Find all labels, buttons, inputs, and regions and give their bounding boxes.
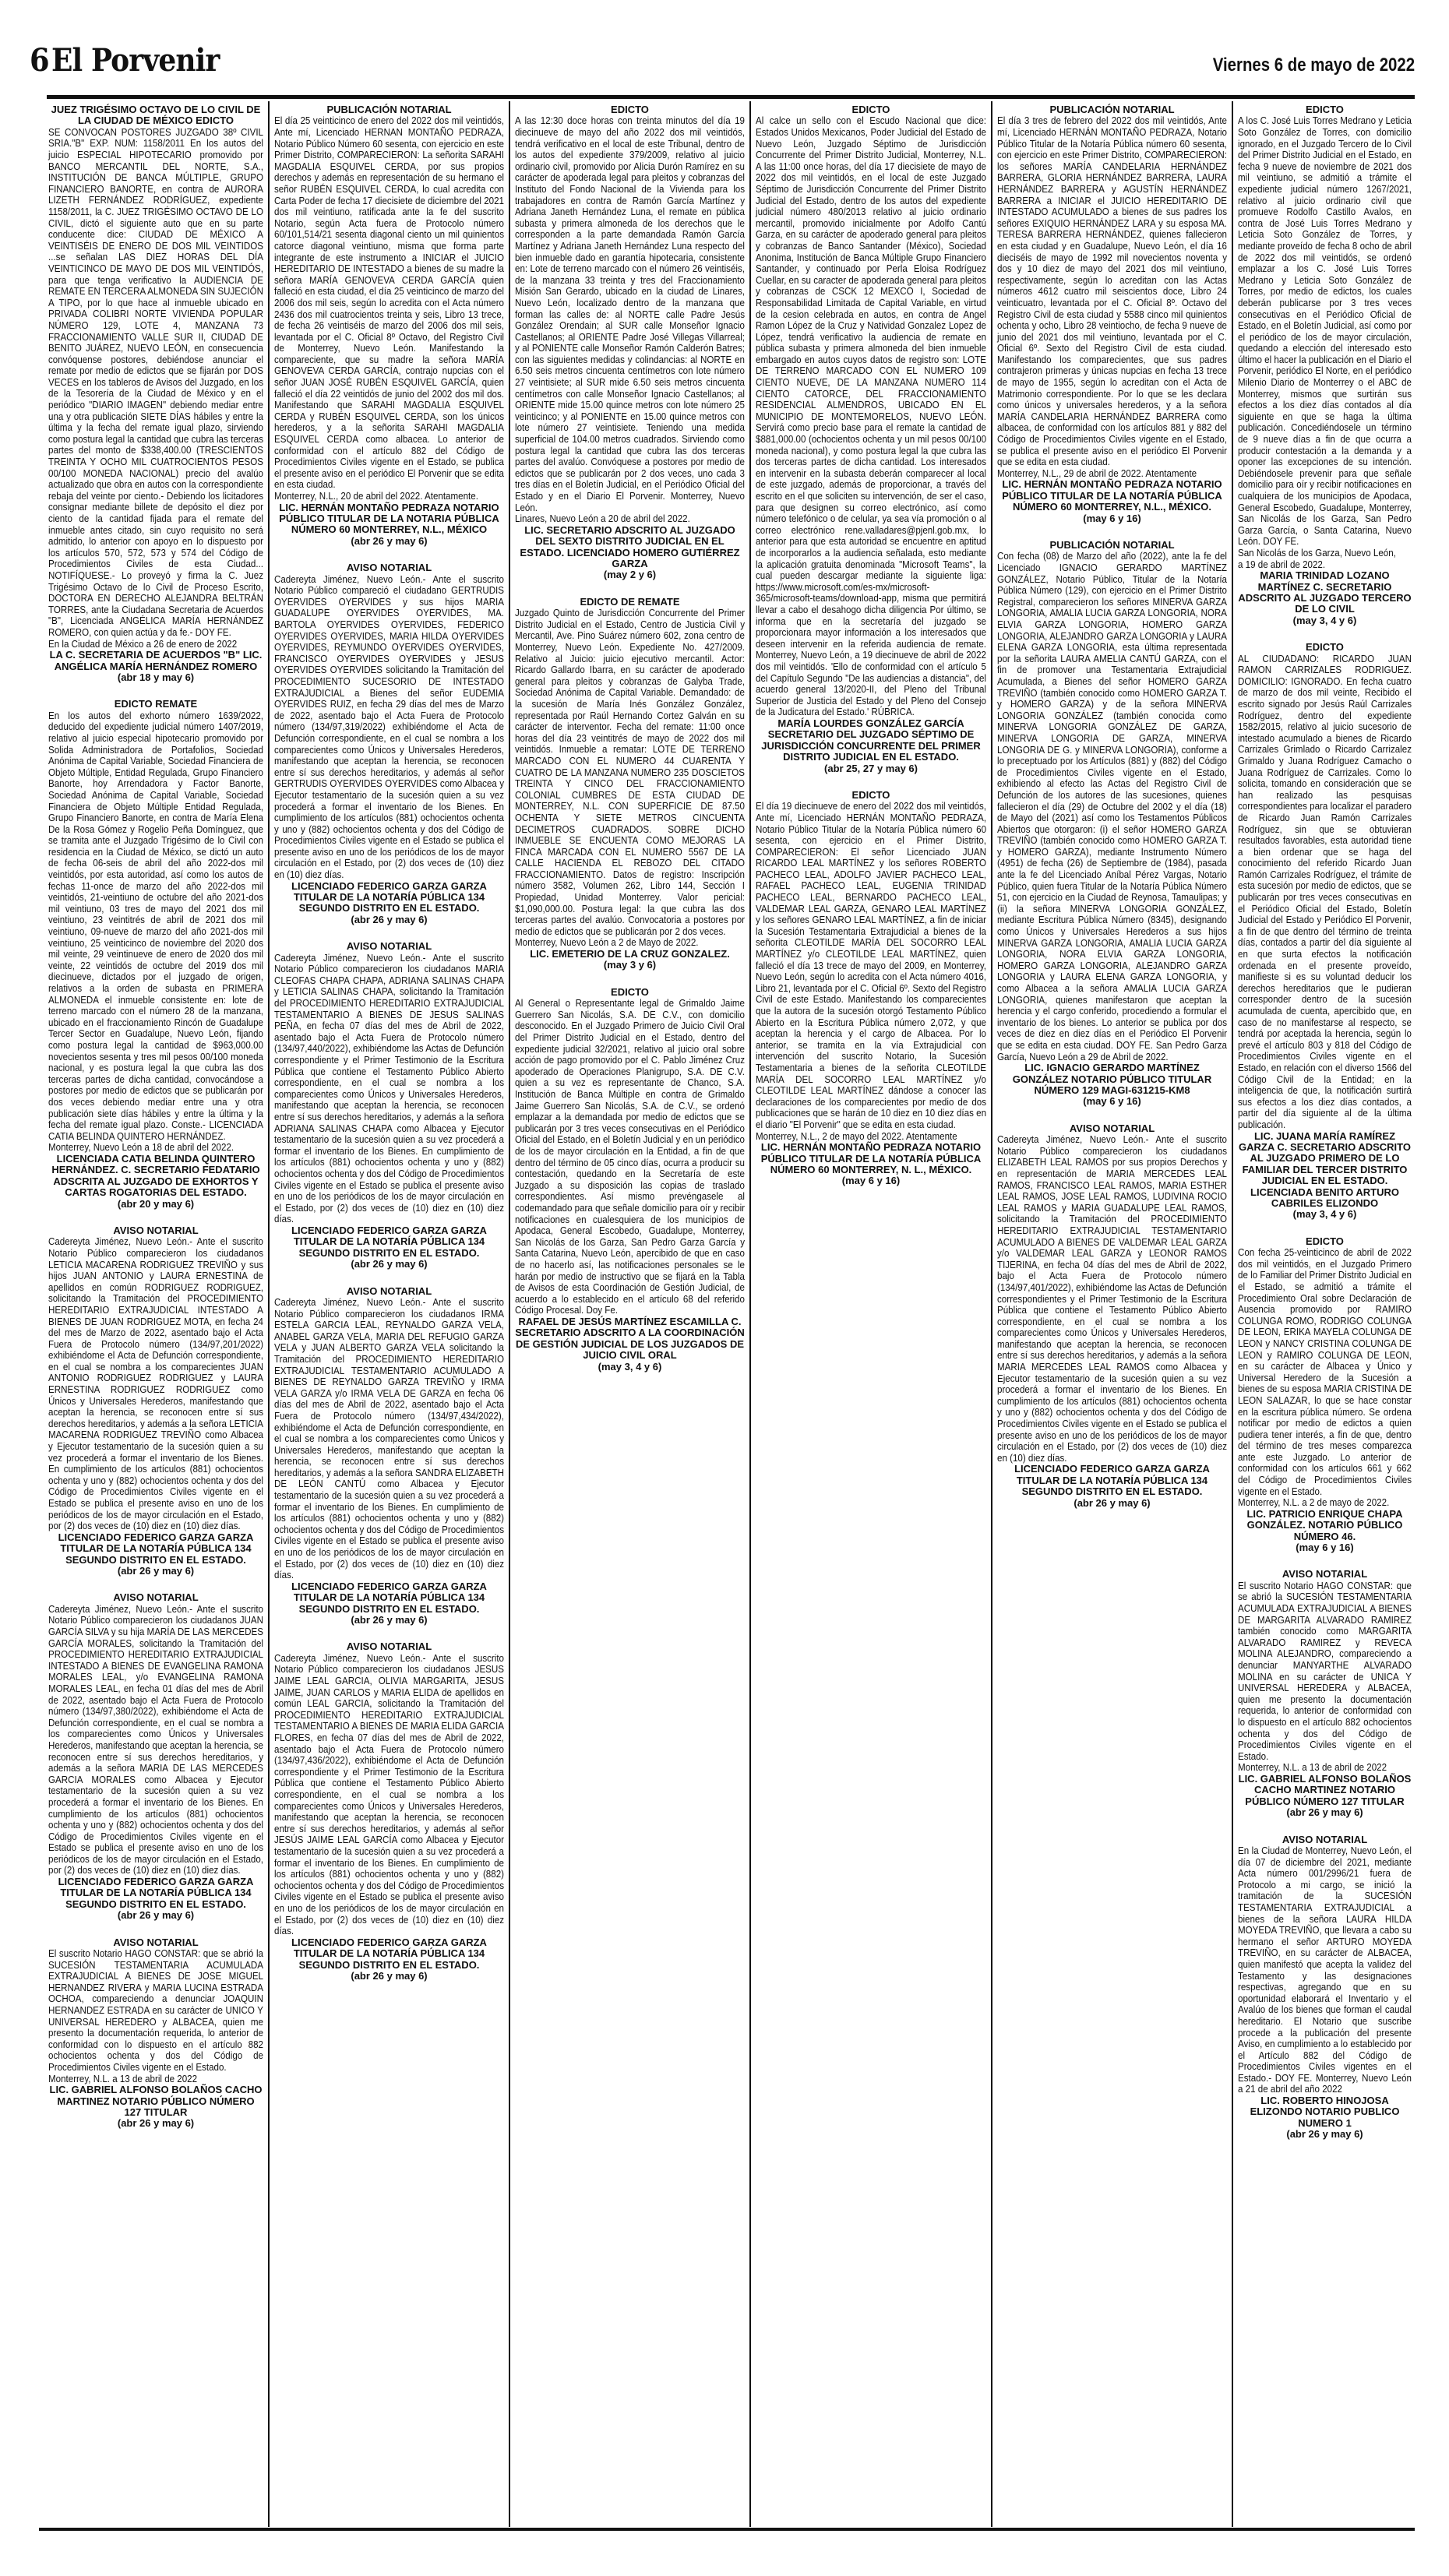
notice-publication-dates: (may 3, 4 y 6) (1292, 614, 1357, 626)
notice-title: AVISO NOTARIAL (1282, 1833, 1368, 1845)
notice-signature: LICENCIADO FEDERICO GARZA GARZA TITULAR DE LA NOTARÍA PÚBLICA 134 SEGUNDO DISTRITO EN EL ESTADO. (291, 1224, 487, 1259)
legal-notice (515, 987, 745, 1373)
legal-notice (515, 104, 745, 581)
notice-title: AVISO NOTARIAL (113, 1936, 199, 1948)
legal-notice (515, 597, 745, 971)
notice-title: EDICTO (1306, 641, 1344, 654)
notice-publication-dates: (abr 26 y may 6) (1074, 1496, 1151, 1509)
legal-notice (756, 790, 986, 1187)
legal-notice (274, 1641, 504, 1982)
notice-title: EDICTO (1306, 104, 1344, 115)
legal-notice (48, 1937, 263, 2130)
notice-place-date: Monterrey, Nuevo León a 18 de abril del 2022. (48, 1142, 234, 1154)
notices-columns (44, 101, 1416, 2527)
notice-publication-dates: (abr 20 y may 6) (117, 1197, 195, 1210)
notice-signature: LICENCIADO FEDERICO GARZA GARZA TITULAR DE LA NOTARÍA PÚBLICA 134 SEGUNDO DISTRITO EN EL ESTADO. (58, 1876, 254, 1910)
notice-title: AVISO NOTARIAL (346, 562, 432, 574)
notice-title: EDICTO DE REMATE (580, 595, 680, 608)
notice-signature: LIC. GABRIEL ALFONSO BOLAÑOS CACHO MARTINEZ NOTARIO PÚBLICO NÚMERO 127 TITULAR (1238, 1772, 1412, 1807)
legal-notice (1238, 104, 1412, 626)
notice-signature: LICENCIADO FEDERICO GARZA GARZA TITULAR DE LA NOTARÍA PÚBLICA 134 SEGUNDO DISTRITO EN EL ESTADO. (58, 1531, 254, 1566)
notice-body: El suscrito Notario HAGO CONSTAR: que se abrió la SUCESIÓN TESTAMENTARIA ACUMULADA EXTRAJUDICIAL A BIENES DE MARGARITA ALVARADO RAMIREZ también conocido como MARGARITA ALVARADO RAMIREZ y REVECA MOLINA ALEJANDRO, compareciendo a denunciar MANYARTHE ALVARADO MOLINA en su carácter de UNICA Y UNIVERSAL HEREDERA y ALBACEA, quien me presento la documentación requerida, lo anterior de conformidad con lo dispuesto en el artículo 882 ochocientos ochenta y dos del Código de Procedimientos Civiles vigente en el Estado. (1238, 1580, 1412, 1762)
page-header (30, 42, 1415, 79)
notice-body: Con fecha 25-veinticinco de abril de 2022 dos mil veintidós, en el Juzgado Primero de lo Familiar del Primer Distrito Judicial en el Estado, se admitió a trámite el Procedimiento Oral sobre Declaración de Ausencia promovido por RAMIRO COLUNGA ROMO, RODRIGO COLUNGA DE LEON, ERIKA MAYELA COLUNGA DE LEON y NANCY CRISTINA COLUNGA DE LEON y RAMIRO COLUNGA DE LEON, en su carácter de Albacea y Único y Universal Heredero de la Sucesión a bienes de su esposa MARIA CRISTINA DE LEON SALAZAR, lo que se hace constar en la escritura pública número. Se ordena notificar por medio de edictos a quien pudiera tener interés, a fin de que, dentro del término de tres meses comparezca ante este Juzgado. Lo anterior de conformidad con los artículos 661 y 662 del Código de Procedimientos Civiles vigente en el Estado. (1238, 1247, 1412, 1497)
legal-notice (1238, 1834, 1412, 2141)
notice-body: Cadereyta Jiménez, Nuevo León.- Ante el suscrito Notario Público comparecieron los ciudadanos JESUS JAIME LEAL GARCIA, OLIVIA MARGARITA, JESUS JAIME, JUAN CARLOS y MARIA ELIDA de apellidos en común LEAL GARCIA, solicitando la Tramitación del PROCEDIMIENTO HEREDITARIO EXTRAJUDICIAL TESTAMENTARIO A BIENES DE MARIA ELIDA GARCIA FLORES, en fecha 07 días del mes de Abril de 2022, asentado bajo el Acta Fuera de Protocolo número (134/97,436/2022), exhibiéndome el Acta de Defunción correspondiente y el Primer Testimonio de la Escritura Pública que contiene el Testamento Público Abierto correspondiente, en el cual se nombra a los comparecientes como Únicos y Universales Herederos, manifestando que aceptan la herencia, se reconocen entre sí sus derechos hereditarios, y además al señor JESÚS JAIME LEAL GARCÍA como Albacea y Ejecutor testamentario de la sucesión quien a su vez procederá a formar el inventario de los Bienes. En cumplimiento de los artículos (881) ochocientos ochenta y uno y (882) ochocientos ochenta y dos del Código de Procedimientos Civiles vigente en el Estado se publica el presente aviso en uno de los periódicos de los de mayor circulación en el Estado, por (2) dos veces de (10) diez en (10) diez días. (274, 1652, 505, 1937)
notice-body: El suscrito Notario HAGO CONSTAR: que se abrió la SUCESIÓN TESTAMENTARIA ACUMULADA EXTRAJUDICIAL A BIENES DE JOSE MIGUEL HERNANDEZ RIVERA y MARIA LUCINA ESTRADA OCHOA, compareciendo a denunciar JOAQUIN HERNANDEZ ESTRADA en su carácter de UNICO Y UNIVERSAL HEREDERO y ALBACEA, quien me presento la documentación requerida, lo anterior de conformidad con lo dispuesto en el artículo 882 ochocientos ochenta y dos del Código de Procedimientos Civiles vigente en el Estado. (48, 1948, 263, 2074)
notice-signature: LIC. SECRETARIO ADSCRITO AL JUZGADO DEL SEXTO DISTRITO JUDICIAL EN EL ESTADO. LICENCIADO HOMERO GUTIÉRREZ GARZA (520, 523, 740, 569)
notice-title: EDICTO (851, 104, 890, 115)
notice-signature: LICENCIADO FEDERICO GARZA GARZA TITULAR DE LA NOTARÍA PÚBLICA 134 SEGUNDO DISTRITO EN EL ESTADO. (291, 1936, 487, 1971)
page-number: 6 (30, 42, 49, 79)
notice-signature: RAFAEL DE JESÚS MARTÍNEZ ESCAMILLA C. SECRETARIO ADSCRITO A LA COORDINACIÓN DE GESTIÓN JUDICIAL DE LOS JUZGADOS DE JUICIO CIVIL ORAL (515, 1315, 745, 1362)
column-1 (44, 101, 270, 2527)
notice-body: Juzgado Quinto de Jurisdicción Concurrente del Primer Distrito Judicial en el Estado, Centro de Justicia Civil y Mercantil, Ave. Pino Suárez número 602, zona centro de Monterrey, Nuevo León. Expediente No. 427/2009. Relativo al Juicio: juicio ejecutivo mercantil. Actor: Ricardo Gallardo Ibarra, en su carácter de apoderado general para pleitos y cobranzas de Galyba Trade, Sociedad Anónima de Capital Variable. Demandado: de la sucesión de María Inés González González, representada por Raúl Hernando Cortez Galván en su carácter de interventor. Fecha del remate: 11:00 once horas del día 23 veintitrés de mayo de 2022 dos mil veintidós. Inmueble a rematar: LOTE DE TERRENO MARCADO CON EL NUMERO 44 CUARENTA Y CUATRO DE LA MANZANA NUMERO 235 DOSCIETOS TREINTA Y CINCO DEL FRACCIONAMIENTO COLONIAL CUMBRES DE ESTA CIUDAD DE MONTERREY, N.L. CON SUPERFICIE DE 87.50 OCHENTA Y SIETE METROS CINCUENTA DECIMETROS CUADRADOS. SOBRE DICHO INMUEBLE SE ENCUENTA COMO MEJORAS LA FINCA MARCADA CON EL NUMERO 5567 DE LA CALLE HACIENDA EL REBOZO DEL CITADO FRACCIONAMIENTO. Datos de registro: Inscripción número 3582, Volumen 262, Libro 144, Sección I Propiedad, Unidad Monterrey. Valor pericial: $1,090,000.00. Postura legal: la que cubra las dos terceras partes del avalúo. Convocatoria a postores por medio de edictos que se publicarán por 2 dos veces. (515, 608, 746, 937)
header-rule (47, 95, 1415, 99)
legal-notice (756, 104, 986, 774)
notice-publication-dates: (may 3 y 6) (603, 959, 657, 971)
notice-signature: LIC. HERNÁN MONTAÑO PEDRAZA NOTARIO PÚBLICO TITULAR DE LA NOTARIA PÚBLICA NÚMERO 60 MONTERREY, N.L., MÉXICO (279, 501, 499, 536)
notice-signature: LICENCIADO FEDERICO GARZA GARZA TITULAR DE LA NOTARÍA PÚBLICA 134 SEGUNDO DISTRITO EN EL ESTADO. (1014, 1463, 1210, 1498)
notice-body: Cadereyta Jiménez, Nuevo León.- Ante el suscrito Notario Público comparecieron los ciudadanos JUAN GARCÍA SILVA y su hija MARÍA DE LAS MERCEDES GARCÍA MORALES, solicitando la Tramitación del PROCEDIMIENTO HEREDITARIO EXTRAJUDICIAL INTESTADO A BIENES DE EVANGELINA RAMONA MORALES LEAL, y/o EVANGELINA RAMONA MORALES LEAL, en fecha 01 días del mes de Abril de 2022, asentado bajo el Acta Fuera de Protocolo número (134/97,380/2022), exhibiéndome el Acta de Defunción correspondiente, en el cual se nombra a los comparecientes como Únicos y Universales Herederos, manifestando que aceptan la herencia, se reconocen entre sí sus derechos hereditarios, y además a la señora MARIA DE LAS MERCEDES GARCIA MORALES como Albacea y Ejecutor testamentario de la sucesión quien a su vez procederá a formar el inventario de los Bienes. En cumplimiento de los artículos (881) ochocientos ochenta y uno y (882) ochocientos ochenta y dos del Código de Procedimientos Civiles vigente en el Estado se publica el presente aviso en uno de los periódicos de los de mayor circulación en el Estado, por (2) dos veces de (10) diez en (10) diez días. (48, 1603, 263, 1876)
notice-publication-dates: (may 6 y 16) (1296, 1542, 1354, 1554)
notice-publication-dates: (abr 26 y may 6) (351, 1969, 428, 1982)
notice-body: El día 25 veinticinco de enero del 2022 dos mil veintidós, Ante mí, Licenciado HERNAN MONTAÑO PEDRAZA, Notario Público Número 60 sesenta, con ejercicio en este Primer Distrito, COMPARECIERON: La señorita SARAHI MAGDALIA ESQUIVEL CERDA, por sus propios derechos y además en representación de su hermano el señor RUBÉN ESQUIVEL CERDA, lo cual acredita con Carta Poder de fecha 17 diecisiete de diciembre del 2021 dos mil veintiuno, ratificada ante la fe del suscrito Notario, según Acta fuera de Protocolo número 60/101,514/21 sesenta diagonal ciento un mil quinientos catorce diagonal veintiuno, misma que forma parte integrante de este instrumento a INICIAR el JUICIO HEREDITARIO DE INTESTADO a bienes de su madre la señora MARÍA GENOVEVA CERDA GARCÍA quien falleció en esta ciudad, el día 25 veinticinco de marzo del 2006 dos mil seis, según lo acredita con el Acta número 2436 dos mil cuatrocientos treinta y seis, Libro 13 trece, de fecha 26 veintiséis de marzo del 2006 dos mil seis, levantada por el C. Oficial 8º Octavo, del Registro Civil de Monterrey, Nuevo León. Manifestando la compareciente, que su madre la señora MARÍA GENOVEVA CERDA GARCÍA, contrajo nupcias con el señor JUAN JOSÉ RUBÉN ESQUIVEL GARCÍA, quien falleció el día 22 veintidós de junio del 2002 dos mil dos. Manifestando que SARAHI MAGDALIA ESQUIVEL CERDA y RUBÉN ESQUIVEL CERDA, son los únicos herederos, y a la señorita SARAHI MAGDALIA ESQUIVEL CERDA como albacea. Lo anterior de conformidad con el artículo 882 del Código de Procedimientos Civiles vigente en el Estado, se publica el presente aviso en el periódico El Porvenir que se edita en esta ciudad. (274, 115, 505, 491)
notice-publication-dates: (abr 18 y may 6) (117, 671, 195, 683)
notice-publication-dates: (abr 26 y may 6) (1286, 1806, 1363, 1819)
notice-place-date: Monterrey, Nuevo León a 2 de Mayo de 2022. (515, 937, 699, 949)
notice-body: Cadereyta Jiménez, Nuevo León.- Ante el suscrito Notario Público comparecieron los ciudadanos MARIA CLEOFAS CHAPA CHAPA, ADRIANA SALINAS CHAPA y LETICIA SALINAS CHAPA, solicitando la Tramitación del PROCEDIMIENTO HEREDITARIO EXTRAJUDICIAL TESTAMENTARIO A BIENES DE JESUS SALINAS PEÑA, en fecha 07 días del mes de Abril de 2022, asentado bajo el Acta Fuera de Protocolo número (134/97,440/2022), exhibiéndome las Actas de Defunción correspondiente y el Primer Testimonio de la Escritura Pública que contiene el Testamento Público Abierto correspondiente, en el cual se nombra a los comparecientes como Únicos y Universales Herederos, manifestando que aceptan la herencia, se reconocen entre sí sus derechos hereditarios, y además a la señora ADRIANA SALINAS CHAPA como Albacea y Ejecutor testamentario de la sucesión quien a su vez procederá a formar el inventario de los Bienes. En cumplimiento de los artículos (881) ochocientos ochenta y uno y (882) ochocientos ochenta y dos del Código de Procedimientos Civiles vigente en el Estado se publica el presente aviso en uno de los periódicos de los de mayor circulación en el Estado, por (2) dos veces de (10) diez en (10) diez días. (274, 952, 505, 1225)
notice-title: EDICTO REMATE (114, 698, 198, 710)
notice-title: PUBLICACIÓN NOTARIAL (326, 104, 452, 115)
column-2 (270, 101, 510, 2527)
legal-notice (48, 1592, 263, 1921)
notice-publication-dates: (may 2 y 6) (603, 569, 657, 581)
notice-body: Al calce un sello con el Escudo Nacional que dice: Estados Unidos Mexicanos, Poder Judicial del Estado de Nuevo León, Juzgado Séptimo de Jurisdicción Concurrente del Primer Distrito Judicial, Monterrey, N.L. A las 11:00 once horas, del día 17 diecisiete de mayo de 2022 dos mil veintidós, en el local de este Juzgado Séptimo de Jurisdicción Concurrente del Primer Distrito Judicial del Estado, dentro de los autos del expediente judicial número 480/2013 relativo al juicio ordinario mercantil, promovido inicialmente por Adolfo Cantú Garza, en su carácter de apoderado general para pleitos y cobranzas de Banco Santander (México), Sociedad Anonima, Institución de Banca Múltiple Grupo Financiero Santander, y continuado por Perla Eloisa Rodríguez Cuellar, en su caracter de apoderada general para pleitos y cobranzas de CSCK 12 MEXCO I, Sociedad de Responsabilidad Limitada de Capital Variable, en virtud de la cesion celebrada en autos, en contra de Angel Ramon López de la Cruz y Natividad Gonzalez Lopez de López, tendrá verificativo la audiencia de remate en pública subasta y primera almoneda del bien inmueble embargado en autos cuyos datos de registro son: LOTE DE TERRENO MARCADO CON EL NUMERO 109 CIENTO NUEVE, DE LA MANZANA NUMERO 114 CIENTO CATORCE, DEL FRACCIONAMIENTO RESIDENCIAL ALMENDROS, UBICADO EN EL MUNICIPIO DE MONTEMORELOS, NUEVO LEÓN. Servirá como precio base para el remate la cantidad de $881,000.00 (ochocientos ochenta y un mil pesos 00/100 moneda nacional), y como postura legal la que cubra las dos terceras partes de dicha cantidad. Los interesados en intervenir en la subasta deberán comparecer al local de este juzgado, además de proporcionar, a través del escrito en el que soliciten su intervención, de ser el caso, para que designen su correo electrónico, así como número telefónico o de celular, ya sea vía promoción o al correo electrónico rene.valladares@pjenl.gob.mx, lo anterior para que esta autoridad se encuentre en aptitud de incorporarlos a la audiencia señalada, esto mediante la aplicación gratuita denominada "Microsoft Teams", la cual pueden descargar mediante la siguiente liga: https://www.microsoft.com/es-mx/microsoft-365/microsoft-teams/download-app, misma que permitirá llevar a cabo el desahogo dicha diligencia Por último, se informa que en la secretaría del juzgado se proporcionara mayor información a los interesados que deseen intervenir en la referida audiencia de remate. Monterrey, Nuevo León, a 19 diecinueve de abril de 2022 dos mil veintidós. 'Ello de conformidad con el artículo 5 del Capítulo Segundo "De las audiencias a distancia", del acuerdo general 13/2020-II, del Pleno del Tribunal Superior de Justicia del Estado y del Pleno del Consejo de la Judicatura del Estado.' RÚBRICA. (756, 115, 987, 718)
notice-title: AVISO NOTARIAL (1069, 1122, 1155, 1134)
notice-signature: MARIA TRINIDAD LOZANO MARTÍNEZ C. SECRETARIO ADSCRITO AL JUZGADO TERCERO DE LO CIVIL (1238, 569, 1412, 615)
notice-signature: LIC. GABRIEL ALFONSO BOLAÑOS CACHO MARTINEZ NOTARIO PÚBLICO NÚMERO 127 TITULAR (49, 2084, 263, 2119)
notice-body: En los autos del exhorto número 1639/2022, deducido del expediente judicial número 1407/2019, relativo al juicio especial hipotecario promovido por Solida Administradora de Portafolios, Sociedad Anónima de Capital Variable, Sociedad Financiera de Objeto Múltiple, Entidad Regulada, Grupo Financiero Banorte, hoy Arrendadora y Factor Banorte, Sociedad Anónima de Capital Variable, Sociedad Financiera de Objeto Múltiple Entidad Regulada, Grupo Financiero Banorte, en contra de María Elena De la Rosa Gómez y Rogelio Peña Domínguez, que se tramita ante el Juzgado Trigésimo de lo Civil con residencia en la Ciudad de México, se dictó un auto de fecha 06-seis de abril del año 2022-dos mil veintidós, por esta autoridad, así como los autos de fechas 11-once de marzo del año 2022-dos mil veintidós, 21-veintiuno de octubre del año 2021-dos mil veintiuno, 03 tres de mayo del 2021 dos mil veintiuno, 23 veintitrés de abril de 2021 dos mil veintiuno, 09-nueve de marzo del año 2021-dos mil veintiuno, 25 veinticinco de noviembre del 2020 dos mil veinte, 29 veintinueve de enero de 2020 dos mil veinte, 22 veintidós de octubre del 2019 dos mil diecinueve, dictados por el juzgado de origen, relativos a la orden de subasta en PRIMERA ALMONEDA el inmueble consistente en: lote de terreno marcado con el número 28 de la manzana, ubicado en el fraccionamiento Rincón de Guadalupe Tercer Sector en Guadalupe, Nuevo León, fijando como postura legal la cantidad de $963,000.00 novecientos sesenta y tres mil pesos 00/100 moneda nacional, y es postura legal la que cubra las dos terceras partes de dicha cantidad, convocándose a postores por medio de edictos que se publicarán por dos veces debiendo mediar entre una y otra publicación siete días hábiles y entre la última y la fecha del remate igual plazo. Conste.- LICENCIADA CATIA BELINDA QUINTERO HERNÁNDEZ. (48, 710, 263, 1142)
notice-place-date: Linares, Nuevo León a 20 de abril del 2022. (515, 513, 690, 525)
notice-body: Cadereyta Jiménez, Nuevo León.- Ante el suscrito Notario Público comparecieron los ciudadanos ELIZABETH LEAL RAMOS por sus propios Derechos y en representación de MARIA MERCEDES LEAL RAMOS, FRANCISCO LEAL RAMOS, MARIA ESTHER LEAL RAMOS, JOSE LEAL RAMOS, LUDIVINA ROCIO LEAL RAMOS y MARIA GUADALUPE LEAL RAMOS, solicitando la Tramitación del PROCEDIMIENTO HEREDITARIO EXTRAJUDICIAL TESTAMENTARIO ACUMULADO A BIENES DE VALDEMAR LEAL GARZA y/o VALDEMAR LEAL GARZA y LEONOR RAMOS TIJERINA, en fecha 04 días del mes de Abril de 2022, bajo el Acta Fuera de Protocolo número (134/97,401/2022), exhibiéndome las Actas de Defunción correspondientes y el Primer Testimonio de la Escritura Pública que contiene el Testamento Público Abierto correspondiente, en el cual se nombra a los comparecientes como Únicos y Universales Herederos, manifestando que aceptan la herencia, se reconocen entre sí sus derechos hereditarios, y además a la señora MARIA MERCEDES LEAL RAMOS como Albacea y Ejecutor testamentario de la sucesión quien a su vez procederá a formar el inventario de los Bienes. En cumplimiento de los artículos (881) ochocientos ochenta y uno y (882) ochocientos ochenta y dos del Código de Procedimientos Civiles vigente en el Estado se publica el presente aviso en uno de los periódicos de los de mayor circulación en el Estado, por (2) dos veces de (10) diez en (10) diez días. (997, 1134, 1228, 1464)
notice-body: El día 19 diecinueve de enero del 2022 dos mil veintidós, Ante mí, Licenciado HERNÁN MONTAÑO PEDRAZA, Notario Público Titular de la Notaría Pública número 60 sesenta, con ejercicio en el Primer Distrito, COMPARECIERON: El señor Licenciado JUAN RICARDO LEAL MARTÍNEZ y los señores ROBERTO PACHECO LEAL, ADOLFO JAVIER PACHECO LEAL, RAFAEL PACHECO LEAL, EUGENIA TRINIDAD PACHECO LEAL, BERNARDO PACHECO LEAL, VALDEMAR LEAL GARZA, GENARO LEAL MARTÍNEZ y los señores GENARO LEAL MARTÍNEZ, a fin de iniciar la Sucesión Testamentaria Extrajudicial a bienes de la señorita CLEOTILDE MARÍA DEL SOCORRO LEAL MARTÍNEZ y/o CLEOTILDE LEAL MARTÍNEZ, quien falleció el día 13 trece de mayo del 2009, en Monterrey, Nuevo León, según lo acredita con el Acta número 4016, Libro 21, levantada por el C. Oficial 6º. Sexto del Registro Civil de este Estado. Manifestando los comparecientes que la autora de la sucesión otorgó Testamento Público Abierto en la Escritura Pública número 2,072, y que aceptan la herencia y el cargo de Albacea. Por lo anterior, se tramita en la vía Extrajudicial con intervención del suscrito Notario, la Sucesión Testamentaria a bienes de la señorita CLEOTILDE MARÍA DEL SOCORRO LEAL MARTÍNEZ y/o CLEOTILDE LEAL MARTÍNEZ dándose a conocer las declaraciones de los comparecientes por medio de dos publicaciones que se harán de 10 diez en 10 diez días en el diario "El Porvenir" que se edita en esta ciudad. (756, 801, 987, 1130)
notice-body: Cadereyta Jiménez, Nuevo León.- Ante el suscrito Notario Público comparecieron los ciudadanos LETICIA MACARENA RODRIGUEZ TREVIÑO y sus hijos JUAN ANTONIO y LAURA ERNESTINA de apellidos en común RODRIGUEZ RODRIGUEZ, solicitando la Tramitación del PROCEDIMIENTO HEREDITARIO EXTRAJUDICIAL INTESTADO A BIENES DE JUAN RODRIGUEZ MOTA, en fecha 24 del mes de Marzo de 2022, asentado bajo el Acta Fuera de Protocolo número (134/97,201/2022) exhibiéndome el Acta de Defunción correspondiente, en el cual se nombra a los comparecientes JUAN ANTONIO RODRIGUEZ RODRIGUEZ y LAURA ERNESTINA RODRIGUEZ RODRIGUEZ como Únicos y Universales Herederos, manifestando que aceptan la herencia, se reconocen entre sí sus derechos hereditarios, y además a la señora LETICIA MACARENA RODRIGUEZ TREVIÑO como Albacea y Ejecutor testamentario de la sucesión quien a su vez procederá a formar el inventario de los Bienes. En cumplimiento de los artículos (881) ochocientos ochenta y uno y (882) ochocientos ochenta y dos del Código de Procedimientos Civiles vigente en el Estado se publica el presente aviso en uno de los periódicos de los de mayor circulación en el Estado, por (2) dos veces de (10) diez en (10) diez días. (48, 1236, 263, 1532)
notice-signature: LIC. PATRICIO ENRIQUE CHAPA GONZÁLEZ. NOTARIO PÚBLICO NÚMERO 46. (1246, 1507, 1403, 1542)
notice-publication-dates: (abr 26 y may 6) (117, 2117, 195, 2130)
notice-body: Con fecha (08) de Marzo del año (2022), ante la fe del Licenciado IGNACIO GERARDO MARTÍNEZ GONZÁLEZ, Notario Público, Titular de la Notaría Pública Número (129), con ejercicio en el Primer Distrito Registral, comparecieron los señores MINERVA GARZA LONGORIA, AMALIA LUCIA GARZA LONGORIA, NORA ELVIA GARZA LONGORIA, HOMERO GARZA LONGORIA, ALEJANDRO GARZA LONGORIA y LAURA ELENA GARZA LONGORIA, esta última representada por la señorita LAURA AMELIA CANTÚ GARZA, con el fin de promover una Testamentaria Extrajudicial Acumulada, a Bienes del señor HOMERO GARZA TREVIÑO (también conocido como HOMERO GARZA T. y HOMERO GARZA) y de la señora MINERVA LONGORIA GONZÁLEZ (también conocida como MINERVA LONGORIA GONZÁLEZ DE GARZA, MINERVA LONGORIA DE GARZA, MINERVA LONGORIA DE G. y MINERVA LONGORIA), conforme a lo preceptuado por los Artículos (881) y (882) del Código de Procedimientos Civiles vigente en el Estado, exhibiendo al efecto las Actas del Registro Civil de Defunción de los autores de las sucesiones, quienes fallecieron el día (29) de Octubre del 2002 y el día (18) de Mayo del (2021) así como los Testamentos Públicos Abiertos que otorgaron: (i) el señor HOMERO GARZA TREVIÑO (también conocido como HOMERO GARZA T. y HOMERO GARZA), mediante Instrumento Número (4951) de fecha (26) de Septiembre de (1984), pasada ante la fe del Licenciado Aníbal Pérez Vargas, Notario Público, quien fuera Titular de la Notaría Pública Número 51, con ejercicio en la Ciudad de Reynosa, Tamaulipas; y (ii) la señora MINERVA LONGORIA GONZÁLEZ, mediante Escritura Pública Número (8345), designando como Únicos y Universales Herederos a sus hijos MINERVA GARZA LONGORIA, AMALIA LUCIA GARZA LONGORIA, NORA ELVIA GARZA LONGORIA, HOMERO GARZA LONGORIA, ALEJANDRO GARZA LONGORIA y LAURA ELENA GARZA LONGORIA, y como Albacea a la señora AMALIA LUCIA GARZA LONGORIA, quienes manifestaron que aceptan la herencia y el cargo conferido, procediendo a formular el inventario de los bienes. Lo anterior se publica por dos veces de diez en diez días en el Periódico El Porvenir que se edita en esta ciudad. DOY FE. San Pedro Garza García, Nuevo León a 29 de Abril de 2022. (997, 551, 1228, 1062)
notice-title: AVISO NOTARIAL (346, 940, 432, 953)
legal-notice (48, 699, 263, 1210)
legal-notice (1238, 642, 1412, 1221)
notice-place-date: Monterrey, N.L. a 13 de abril de 2022 (1238, 1762, 1387, 1774)
legal-notice (997, 540, 1227, 1108)
notice-signature: LIC. IGNACIO GERARDO MARTÍNEZ GONZÁLEZ NOTARIO PÚBLICO TITULAR NÚMERO 129 MAGI-631215-KM8 (1012, 1062, 1212, 1096)
notice-title: JUEZ TRIGÉSIMO OCTAVO DE LO CIVIL DE LA CIUDAD DE MÉXICO EDICTO (51, 104, 261, 127)
notice-body: A las 12:30 doce horas con treinta minutos del día 19 diecinueve de mayo del año 2022 dos mil veintidós, tendrá verificativo en el local de este Tribunal, dentro de los autos del expediente 379/2009, relativo al juicio ordinario civil, promovido por Alicia Durón Ramírez en su carácter de apoderada legal para pleitos y cobranzas del Instituto del Fondo Nacional de la Vivienda para los trabajadores en contra de Ramón García Martínez y Adriana Janeth Hernández Luna, el remate en pública subasta y primera almoneda de los derechos que le corresponden a la parte demandada Ramón García Martínez y Adriana Janeth Hernández Luna respecto del bien inmueble dado en garantía hipotecaria, consistente en: Lote de terreno marcado con el número 26 veintiséis, de la manzana 33 treinta y tres del Fraccionamiento Misión San Gerardo, ubicado en la ciudad de Linares, Nuevo León, localizado dentro de la manzana que forman las calles de: al NORTE calle Padre Jesús González Orendain; al SUR calle Monseñor Ignacio Castellanos; al ORIENTE Padre José Villegas Villarreal; y al PONIENTE calle Monseñor Ramón Calderón Batres; con las siguientes medidas y colindancias: al NORTE en 6.50 seis metros cincuenta centímetros con lote número 27 veintisiete; al SUR mide 6.50 seis metros cincuenta centímetros con calle Monseñor Ignacio Castellanos; al ORIENTE mide 15.00 quince metros con lote número 25 veinticinco; y al PONIENTE en 15.00 quince metros con lote número 27 veintisiete. Teniendo una medida superficial de 104.00 metros cuadrados. Sirviendo como postura legal la cantidad que cubra las dos terceras partes del avalúo. Convóquese a postores por medio de edictos que se publicarán por 2 dos veces, uno cada 3 tres días en el Boletín Judicial, en el Periódico Oficial del Estado y en el Diario El Porvenir. Monterrey, Nuevo León. (515, 115, 746, 513)
notice-publication-dates: (abr 26 y may 6) (117, 1565, 195, 1577)
notice-signature: LICENCIADA CATIA BELINDA QUINTERO HERNÁNDEZ. C. SECRETARIO FEDATARIO ADSCRITA AL JUZGADO DE EXHORTOS Y CARTAS ROGATORIAS DEL ESTADO. (51, 1152, 260, 1199)
masthead-logo: El Porvenir (51, 42, 220, 79)
notice-publication-dates: (abr 26 y may 6) (351, 1258, 428, 1270)
notice-title: AVISO NOTARIAL (346, 1284, 432, 1297)
notice-place-date: En la Ciudad de México a 26 de enero de 2022 (48, 638, 238, 650)
column-5 (992, 101, 1233, 2527)
legal-notice (48, 104, 263, 683)
notice-title: PUBLICACIÓN NOTARIAL (1049, 539, 1175, 551)
notice-publication-dates: (abr 26 y may 6) (351, 913, 428, 925)
notice-signature: LICENCIADO FEDERICO GARZA GARZA TITULAR DE LA NOTARÍA PÚBLICA 134 SEGUNDO DISTRITO EN EL ESTADO. (291, 1580, 487, 1615)
legal-notice (274, 104, 504, 547)
legal-notice (274, 941, 504, 1270)
legal-notice (1238, 1569, 1412, 1818)
notice-place-date: Monterrey, N.L. a 13 de abril de 2022 (48, 2073, 198, 2084)
notice-title: AVISO NOTARIAL (1282, 1568, 1368, 1580)
notice-title: AVISO NOTARIAL (113, 1224, 199, 1236)
notice-publication-dates: (abr 26 y may 6) (351, 534, 428, 547)
notice-signature: LIC. HERNÁN MONTAÑO PEDRAZA NOTARIO PÚBLICO TITULAR DE LA NOTARÍA PÚBLICA NÚMERO 60 MONTERREY, N.L., MÉXICO. (1002, 478, 1222, 513)
notice-signature: LIC. ROBERTO HINOJOSA ELIZONDO NOTARIO PUBLICO NUMERO 1 (1250, 2095, 1400, 2129)
legal-notice (997, 104, 1227, 524)
notice-place-date: Monterrey, N.L., 2 de mayo del 2022. Atentamente (756, 1130, 957, 1142)
notice-place-date: Monterrey, N.L., 29 de abril de 2022. Atentamente (997, 467, 1197, 479)
notice-publication-dates: (abr 25, 27 y may 6) (824, 762, 918, 774)
notice-title: PUBLICACIÓN NOTARIAL (1049, 104, 1175, 115)
notice-body: SE CONVOCAN POSTORES JUZGADO 38º CIVIL SRIA."B" EXP. NUM: 1158/2011 En los autos del juicio ESPECIAL HIPOTECARIO promovido por BANCO MERCANTIL DEL NORTE, S.A., INSTITUCIÓN DE BANCA MÚLTIPLE, GRUPO FINANCIERO BANORTE, en contra de AURORA LIZETH FERNÁNDEZ RODRÍGUEZ, expediente 1158/2011, la C. JUEZ TRIGÉSIMO OCTAVO DE LO CIVIL, dictó el siguiente auto que en su parte conducente dice: CIUDAD DE MÉXICO A VEINTISÉIS DE ENERO DE DOS MIL VEINTIDOS ...se señalan LAS DIEZ HORAS DEL DÍA VEINTICINCO DE MAYO DE DOS MIL VEINTIDÓS, para que tenga verificativo la AUDIENCIA DE REMATE EN TERCERA ALMONEDA SIN SUJECIÓN A TIPO, por lo que hace al inmueble ubicado en PRIVADA COLIBRI NORTE VIVIENDA POPULAR NÚMERO 129, LOTE 4, MANZANA 73 FRACCIONAMIENTO VALLE SUR II, CIUDAD DE BENITO JUÁREZ, NUEVO LEÓN, en consecuencia convóquense postores, debiéndose anunciar el remate por medio de edictos que se fijarán por DOS VECES en los tableros de Avisos del Juzgado, en los de la Tesorería de la Ciudad de México y en el periódico "DIARIO IMAGEN" debiendo mediar entre una y otra publicación SIETE DÍAS hábiles y entre la última y la fecha del remate igual plazo, sirviendo como postura legal la cantidad que cubra las terceras partes del monto de $338,400.00 (TRESCIENTOS TREINTA Y OCHO MIL CUATROCIENTOS PESOS 00/100 MONEDA NACIONAL) precio del avalúo actualizado que obra en autos con la correspondiente rebaja del veinte por ciento.- Debiendo los licitadores consignar mediante billete de depósito el diez por ciento de la cantidad fijada para el remate del inmueble antes citado, sin cuyo requisito no será admitido, lo anterior con apoyo en lo dispuesto por los artículos 570, 572, 573 y 574 del Código de Procedimientos Civiles de esta Ciudad... NOTIFÍQUESE.- Lo proveyó y firma la C. Juez Trigésimo Octavo de lo Civil de Proceso Escrito, DOCTORA EN DERECHO ALEJANDRA BELTRÁN TORRES, ante la Ciudadana Secretaria de Acuerdos "B", Licenciada ANGÉLICA MARÍA HERNÁNDEZ ROMERO, con quien actúa y da fe.- DOY FE. (48, 126, 263, 638)
legal-notice (274, 1286, 504, 1626)
notice-title: EDICTO (1306, 1235, 1344, 1247)
notice-body: Cadereyta Jiménez, Nuevo León.- Ante el suscrito Notario Público compareció el ciudadano GERTRUDIS OYERVIDES OYERVIDES y sus hijos MARIA GUADALUPE OYERVIDES OYERVIDES, MA. BARTOLA OYERVIDES OYERVIDES, FEDERICO OYERVIDES OYERVIDES, MARIA HILDA OYERVIDES OYERVIDES, REYMUNDO OYERVIDES OYERVIDES, FRANCISCO OYERVIDES OYERVIDES y JESUS OYERVIDES OYERVIDES solicitando la Tramitación del PROCEDIMIENTO SUCESORIO DE INTESTADO EXTRAJUDICIAL a Bienes del señor EUDEMIA OYERVIDES RUIZ, en fecha 29 días del mes de Marzo de 2022, asentado bajo el Acta Fuera de Protocolo número (134/97,319/2022) exhibiéndome el Acta de Defunción correspondiente, en el cual se nombra a los comparecientes como Únicos y Universales Herederos, manifestando que aceptan la herencia, se reconocen entre sí sus derechos hereditarios, y además al señor GERTRUDIS OYERVIDES OYERVIDES como Albacea y Ejecutor testamentario de la sucesión quien a su vez procederá a formar el inventario de los Bienes. En cumplimiento de los artículos (881) ochocientos ochenta y uno y (882) ochocientos ochenta y dos del Código de Procedimientos Civiles vigente en el Estado se publica el presente aviso en uno de los periódicos de los de mayor circulación en el Estado, por (2) dos veces de (10) diez en (10) diez días. (274, 573, 505, 881)
notice-publication-dates: (may 3, 4 y 6) (598, 1360, 662, 1373)
notice-publication-dates: (may 3, 4 y 6) (1292, 1208, 1357, 1221)
notice-body: Al General o Representante legal de Grimaldo Jaime Guerrero San Nicolás, S.A. DE C.V., con domicilio desconocido. En el Juzgado Primero de Juicio Civil Oral del Primer Distrito Judicial en el Estado, dentro del expediente judicial 32/2021, relativo al juicio oral sobre acción de pago promovido por el C. Pablo Jiménez Cruz apoderado de Operaciones Planigrupo, S.A. DE C.V. quien a su vez es representante de Chanco, S.A. Institución de Banca Múltiple en contra de Grimaldo Jaime Guerrero San Nicolás, S.A. de C.V., se ordenó emplazar a la demandada por medio de edictos que se publicarán por 3 tres veces consecutivas en el Periódico Oficial del Estado, en el Boletín Judicial y en un periódico de los de mayor circulación en la Entidad, a fin de que dentro del término de 05 cinco días, ocurra a producir su contestación, quedando en la Secretaría de este Juzgado a su disposición las copias de traslado correspondientes. Así mismo prevéngasele al codemandado para que señale domicilio para oír y recibir notificaciones en cualesquiera de los municipios de Apodaca, General Escobedo, Guadalupe, Monterrey, San Nicolás de los Garza, San Pedro Garza García y Santa Catarina, Nuevo León, apercibido de que en caso de no hacerlo así, las notificaciones personales se le harán por medio de instructivo que se fijará en la Tabla de Avisos de esta Coordinación de Gestión Judicial, de acuerdo a lo establecido en el artículo 68 del referido Código Procesal. Doy Fe. (515, 998, 746, 1316)
notice-publication-dates: (may 6 y 16) (1083, 1095, 1141, 1108)
notice-body: En la Ciudad de Monterrey, Nuevo León, el día 07 de diciembre del 2021, mediante Acta número 001/2996/21 fuera de Protocolo a mi cargo, se inició la tramitación de la SUCESIÓN TESTAMENTARIA EXTRAJUDICIAL a bienes de la señora LAURA HILDA MOYEDA TREVIÑO, que llevara a cabo su hermano el señor ARTURO MOYEDA TREVIÑO, en su carácter de ALBACEA, quien manifestó que acepta la validez del Testamento y las designaciones respectivas, agregando que en su oportunidad elaborará el Inventario y el Avalúo de los bienes que forman el caudal hereditario. El Notario que suscribe procede a la publicación del presente Aviso, en cumplimiento a lo establecido por el Artículo 882 del Código de Procedimientos Civiles vigentes en el Estado.- DOY FE. Monterrey, Nuevo León a 21 de abril del año 2022 (1238, 1845, 1412, 2095)
notice-publication-dates: (may 6 y 16) (1083, 512, 1141, 524)
notice-publication-dates: (abr 26 y may 6) (1286, 2128, 1363, 2141)
notice-signature: LIC. EMETERIO DE LA CRUZ GONZALEZ. (530, 948, 730, 960)
notice-place-date: Monterrey, N.L. a 2 de mayo de 2022. (1238, 1497, 1390, 1509)
notice-title: AVISO NOTARIAL (113, 1591, 199, 1604)
notice-publication-dates: (abr 26 y may 6) (351, 1614, 428, 1626)
column-3 (510, 101, 751, 2527)
legal-notice (274, 562, 504, 925)
column-4 (751, 101, 992, 2527)
notice-body: Cadereyta Jiménez, Nuevo León.- Ante el suscrito Notario Público comparecieron los ciudadanos IRMA ESTELA GARCIA LEAL, REYNALDO GARZA VELA, ANABEL GARZA VELA, MARIA DEL REFUGIO GARZA VELA y JUAN ALBERTO GARZA VELA solicitando la Tramitación del PROCEDIMIENTO HEREDITARIO EXTRAJUDICIAL TESTAMENTARIO ACUMULADO A BIENES DE REYNALDO GARZA TREVIÑO y IRMA VELA GARZA y/o IRMA VELA DE GARZA en fecha 06 días del mes de Abril de 2022, asentado bajo el Acta Fuera de Protocolo número (134/97,434/2022), exhibiéndome el Acta de Defunción correspondiente, en el cual se nombra a los comparecientes como Únicos y Universales Herederos, manifestando que aceptan la herencia, se reconocen entre sí sus derechos hereditarios, y además a la señora SANDRA ELIZABETH DE LEÓN CANTÚ como Albacea y Ejecutor testamentario de la sucesión quien a su vez procederá a formar el inventario de los Bienes. En cumplimiento de los artículos (881) ochocientos ochenta y uno y (882) ochocientos ochenta y dos del Código de Procedimientos Civiles vigente en el Estado se publica el presente aviso en uno de los periódicos de los de mayor circulación en el Estado, por (2) dos veces de (10) diez en (10) diez días. (274, 1296, 505, 1581)
notice-publication-dates: (may 6 y 16) (841, 1175, 901, 1187)
notice-signature: LIC. HERNÁN MONTAÑO PEDRAZA NOTARIO PÚBLICO TITULAR DE LA NOTARÍA PÚBLICA NÚMERO 60 MONTERREY, N. L., MÉXICO. (760, 1141, 982, 1175)
issue-date: Viernes 6 de mayo de 2022 (1212, 55, 1415, 76)
notice-publication-dates: (abr 26 y may 6) (117, 1909, 195, 1922)
notice-body: AL CIUDADANO: RICARDO JUAN RAMON CARRIZALES RODRIGUEZ. DOMICILIO: IGNORADO. En fecha cuatro de marzo de dos mil veinte, Recibido el escrito signado por Jesús Raúl Carrizales Rodríguez, dentro del expediente 1582/2015, relativo al juicio sucesorio de intestado acumulado a bienes de Ricardo Carrizales Grimlado o Ricardo Carrizalez Grimaldo y Juana Rodríguez Camacho o Juana Rodríguez de Carrizales. Como lo solicita, tomando en consideración que se han realizado las pesquisas correspondientes para localizar el paradero de Ricardo Juan Ramón Carrizales Rodríguez, sin que se obtuvieran resultados favorables, esta autoridad tiene a bien ordenar que se haga del conocimiento del referido Ricardo Juan Ramón Carrizales Rodríguez, el trámite de esta sucesión por medio de edictos, que se publicarán por tres veces consecutivas en el Periódico Oficial del Estado, Boletín Judicial del Estado y Periódico El Porvenir, a fin de que dentro del término de treinta días, contados a partir del día siguiente al en que surta efectos la notificación ordenada en el presente proveído, manifieste si es su voluntad deducir los derechos hereditarios que le pudieran corresponder dentro de la sucesión acumulada de cuenta, apercibido que, en caso de no manifestarse al respecto, se tendrá por aceptada la herencia, según lo prevé el artículo 803 y 818 del Código de Procedimientos Civiles vigente en el Estado, en relación con el diverso 1566 del Código Civil de la Entidad; en la inteligencia de que, la notificación surtirá sus efectos a los diez días contados, a partir del día siguiente al de la última publicación. (1238, 653, 1412, 1130)
notice-signature: MARÍA LOURDES GONZÁLEZ GARCÍA SECRETARIO DEL JUZGADO SÉPTIMO DE JURISDICCIÓN CONCURRENTE DEL PRIMER DISTRITO JUDICIAL EN EL ESTADO. (761, 717, 981, 763)
notice-signature: LIC. JUANA MARÍA RAMÍREZ GARZA C. SECRETARIO ADSCRITO AL JUZGADO PRIMERO DE LO FAMILIAR DEL TERCER DISTRITO JUDICIAL EN EL ESTADO. LICENCIADA BENITO ARTURO CABRILES ELIZONDO (1238, 1129, 1411, 1209)
notice-title: EDICTO (611, 104, 649, 115)
notice-title: EDICTO (851, 788, 890, 801)
notice-title: EDICTO (611, 985, 649, 998)
notice-signature: LA C. SECRETARIA DE ACUERDOS "B" LIC. ANGÉLICA MARÍA HERNÁNDEZ ROMERO (49, 649, 263, 672)
notice-body: El día 3 tres de febrero del 2022 dos mil veintidós, Ante mí, Licenciado HERNÁN MONTAÑO PEDRAZA, Notario Público Titular de la Notaría Pública número 60 sesenta, con ejercicio en este Primer Distrito, COMPARECIERON: los señores MARÍA CANDELARIA HERNÁNDEZ BARRERA, GLORIA HERNÁNDEZ BARRERA, LAURA HERNÁNDEZ BARRERA y AGUSTÍN HERNÁNDEZ BARRERA a INICIAR el JUICIO HEREDITARIO DE INTESTADO ACUMULADO a bienes de sus padres los señores EXIQUIO HERNÁNDEZ LARA y su esposa MA. TERESA BARRERA HERNÁNDEZ, quienes fallecieron en esta ciudad y en Guadalupe, Nuevo León, el día 16 dieciséis de mayo de 1992 mil novecientos noventa y dos y 10 diez de mayo del 2021 dos mil veintiuno, respectivamente, según lo acreditan con las Actas números 4612 cuatro mil seiscientos doce, Libro 24 veinticuatro, levantada por el C. Oficial 8º. Octavo del Registro Civil de esta ciudad y 5588 cinco mil quinientos ochenta y ocho, Libro 28 veintiocho, de fecha 9 nueve de junio del 2021 dos mil veintiuno, levantada por el C. Oficial 6º. Sexto del Registro Civil de esta ciudad. Manifestando los comparecientes, que sus padres contrajeron primeras y únicas nupcias en fecha 13 trece de mayo de 1955, según lo acreditan con el Acta de Matrimonio correspondiente. Por lo que se les declara como únicos y universales herederos, y a la señora MARÍA CANDELARIA HERNÁNDEZ BARRERA como albacea, de conformidad con los artículos 881 y 882 del Código de Procedimientos Civiles vigente en el Estado, se publica el presente aviso en el periódico El Porvenir que se edita en esta ciudad. (997, 115, 1228, 468)
notice-place-date: San Nicolás de los Garza, Nuevo León, a 19 de abril de 2022. (1238, 547, 1396, 570)
legal-notice (1238, 1236, 1412, 1554)
notice-signature: LICENCIADO FEDERICO GARZA GARZA TITULAR DE LA NOTARÍA PÚBLICA 134 SEGUNDO DISTRITO EN EL ESTADO. (291, 879, 487, 914)
footer-rule (39, 2528, 1415, 2531)
notice-title: AVISO NOTARIAL (346, 1640, 432, 1653)
notice-place-date: Monterrey, N.L., 20 de abril del 2022. Atentamente. (274, 491, 478, 502)
legal-notice (997, 1123, 1227, 1509)
notice-body: A los C. José Luis Torres Medrano y Leticia Soto González de Torres, con domicilio ignorado, en el Juzgado Tercero de lo Civil del Primer Distrito Judicial en el Estado, en fecha 9 nueve de noviembre de 2021 dos mil veintiuno, se admitió a trámite el expediente judicial número 1267/2021, relativo al juicio ordinario civil que promueve Rodolfo Castillo Avalos, en contra de José Luis Torres Medrano y Leticia Soto González de Torres, y mediante proveído de fecha 8 ocho de abril de 2022 dos mil veintidós, se ordenó emplazar a los C. José Luis Torres Medrano y Leticia Soto González de Torres, por medio de edictos, los cuales deberán publicarse por 3 tres veces consecutivas en el Periódico Oficial de Estado, en el Boletín Judicial, así como por el periódico de los de mayor circulación, quedando a elección del interesado esto último el hacer la publicación en el Diario el Porvenir, periódico El Norte, en el periódico Milenio Diario de Monterrey o el ABC de Monterrey, mismos que surtirán sus efectos a los diez días contados al día siguiente en que se haga la última publicación. Concediéndosele un término de 9 nueve días a fin de que ocurra a producir contestación a la demanda y a oponer las excepciones de su intención. Debiéndosele prevenir para que señale domicilio para oír y recibir notificaciones en cualquiera de los municipios de Apodaca, General Escobedo, Guadalupe, Monterrey, San Nicolás de los Garza, San Pedro Garza García, o Santa Catarina, Nuevo León. DOY FE. (1238, 115, 1412, 548)
legal-notice (48, 1225, 263, 1577)
column-6 (1233, 101, 1416, 2527)
